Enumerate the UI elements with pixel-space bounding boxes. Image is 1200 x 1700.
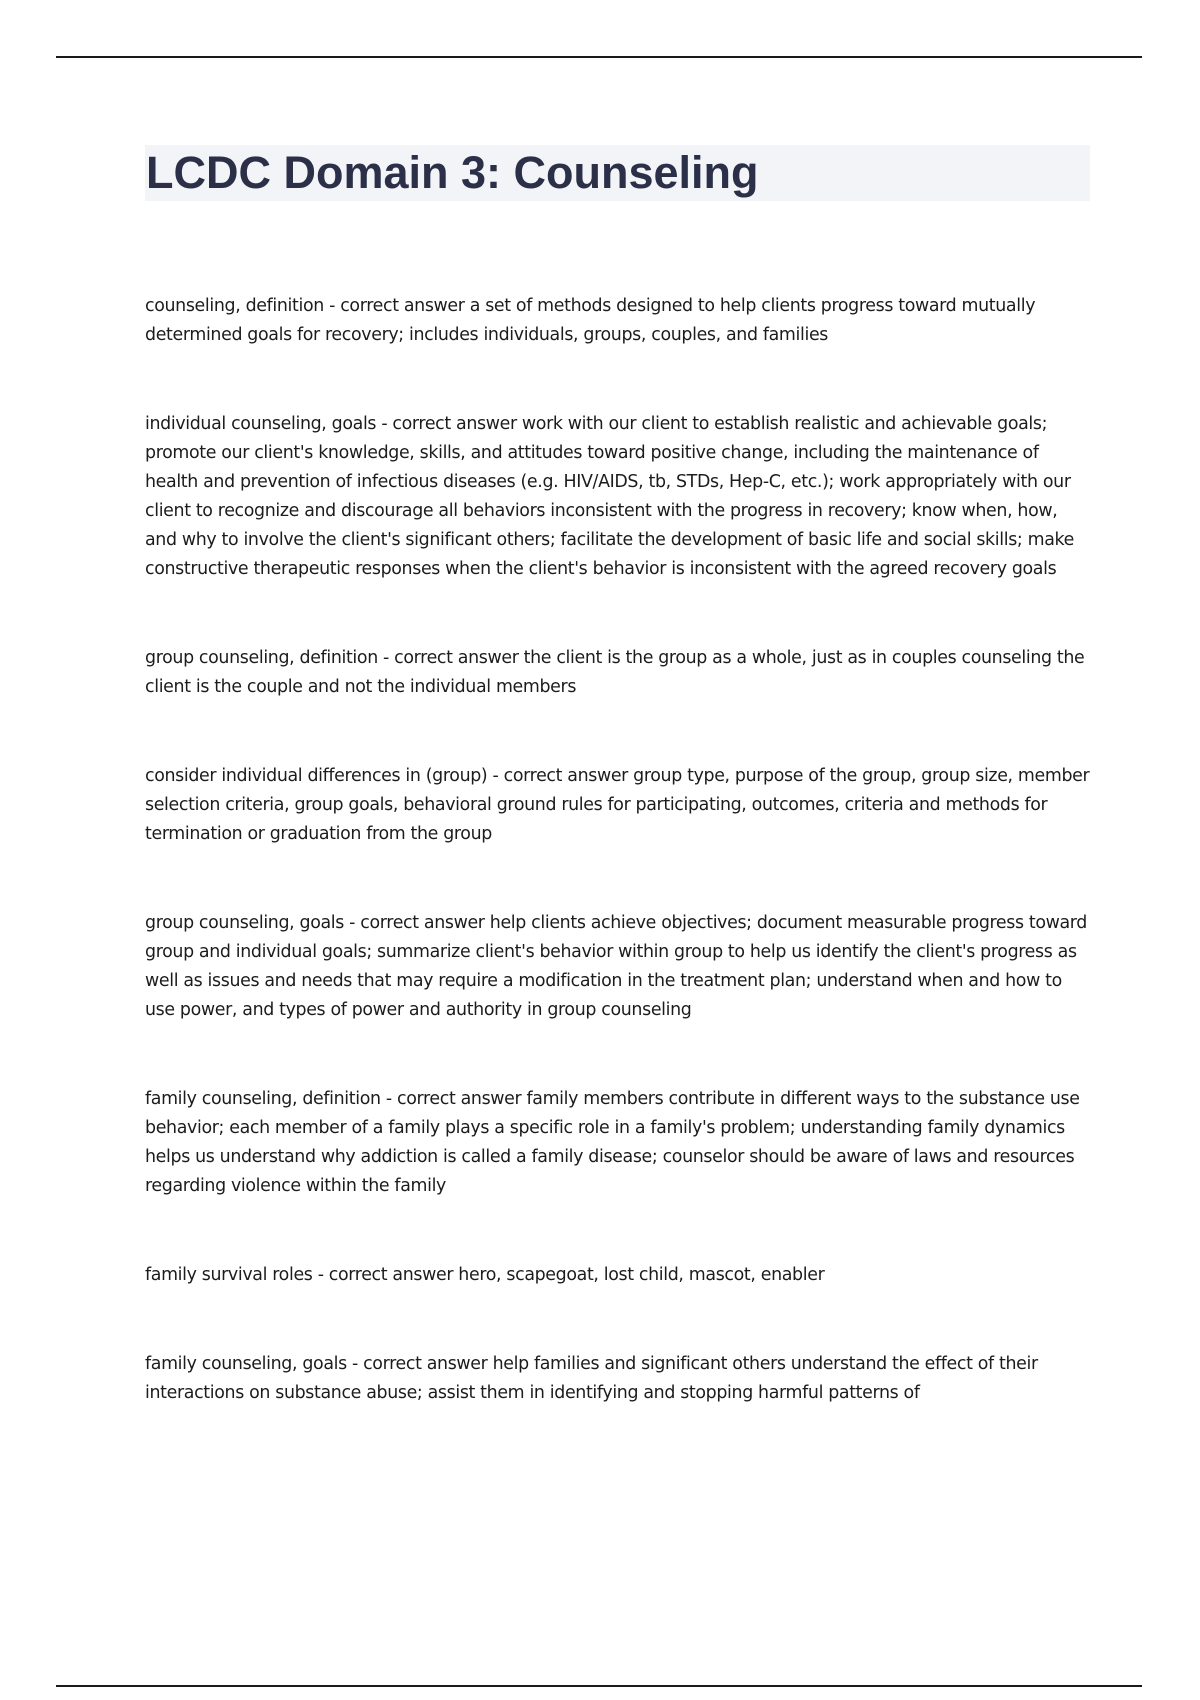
flashcard-entry: family counseling, definition - correct answer family members contribute in different ways to the substance use behavior; each member of a family plays a specific role in a family's problem; understanding family dynamics helps us understand why addiction is called a family disease; counselor should be aware of laws and resources regarding violence within the family (145, 1089, 1080, 1196)
page-title: LCDC Domain 3: Counseling (146, 147, 759, 198)
flashcard-entry: individual counseling, goals - correct answer work with our client to establish realistic and achievable goals; promote our client's knowledge, skills, and attitudes toward positive change, including the maintenance of health and prevention of infectious diseases (e.g. HIV/AIDS, tb, STDs, Hep-C, etc.); work appropriately with our client to recognize and discourage all behaviors inconsistent with the progress in recovery; know when, how, and why to involve the client's significant others; facilitate the development of basic life and social skills; make constructive therapeutic responses when the client's behavior is inconsistent with the agreed recovery goals (145, 414, 1074, 579)
flashcard-entry: group counseling, goals - correct answer help clients achieve objectives; document measurable progress toward group and individual goals; summarize client's behavior within group to help us identify the client's progress as well as issues and needs that may require a modification in the treatment plan; understand when and how to use power, and types of power and authority in group counseling (145, 913, 1087, 1020)
flashcard-entry: consider individual differences in (group) - correct answer group type, purpose of the group, group size, member selection criteria, group goals, behavioral ground rules for participating, outcomes, criteria and methods for termination or graduation from the group (145, 766, 1090, 844)
header-rule (56, 56, 1142, 58)
flashcard-entry: family counseling, goals - correct answer help families and significant others understand the effect of their interactions on substance abuse; assist them in identifying and stopping harmful patterns of (145, 1354, 1038, 1403)
flashcard-entry: family survival roles - correct answer hero, scapegoat, lost child, mascot, enabler (145, 1265, 825, 1285)
flashcard-entry: counseling, definition - correct answer a set of methods designed to help clients progress toward mutually determined goals for recovery; includes individuals, groups, couples, and families (145, 296, 1036, 345)
flashcard-list (145, 292, 1090, 1468)
flashcard-entry: group counseling, definition - correct answer the client is the group as a whole, just as in couples counseling the client is the couple and not the individual members (145, 648, 1085, 697)
footer-rule (56, 1685, 1142, 1687)
